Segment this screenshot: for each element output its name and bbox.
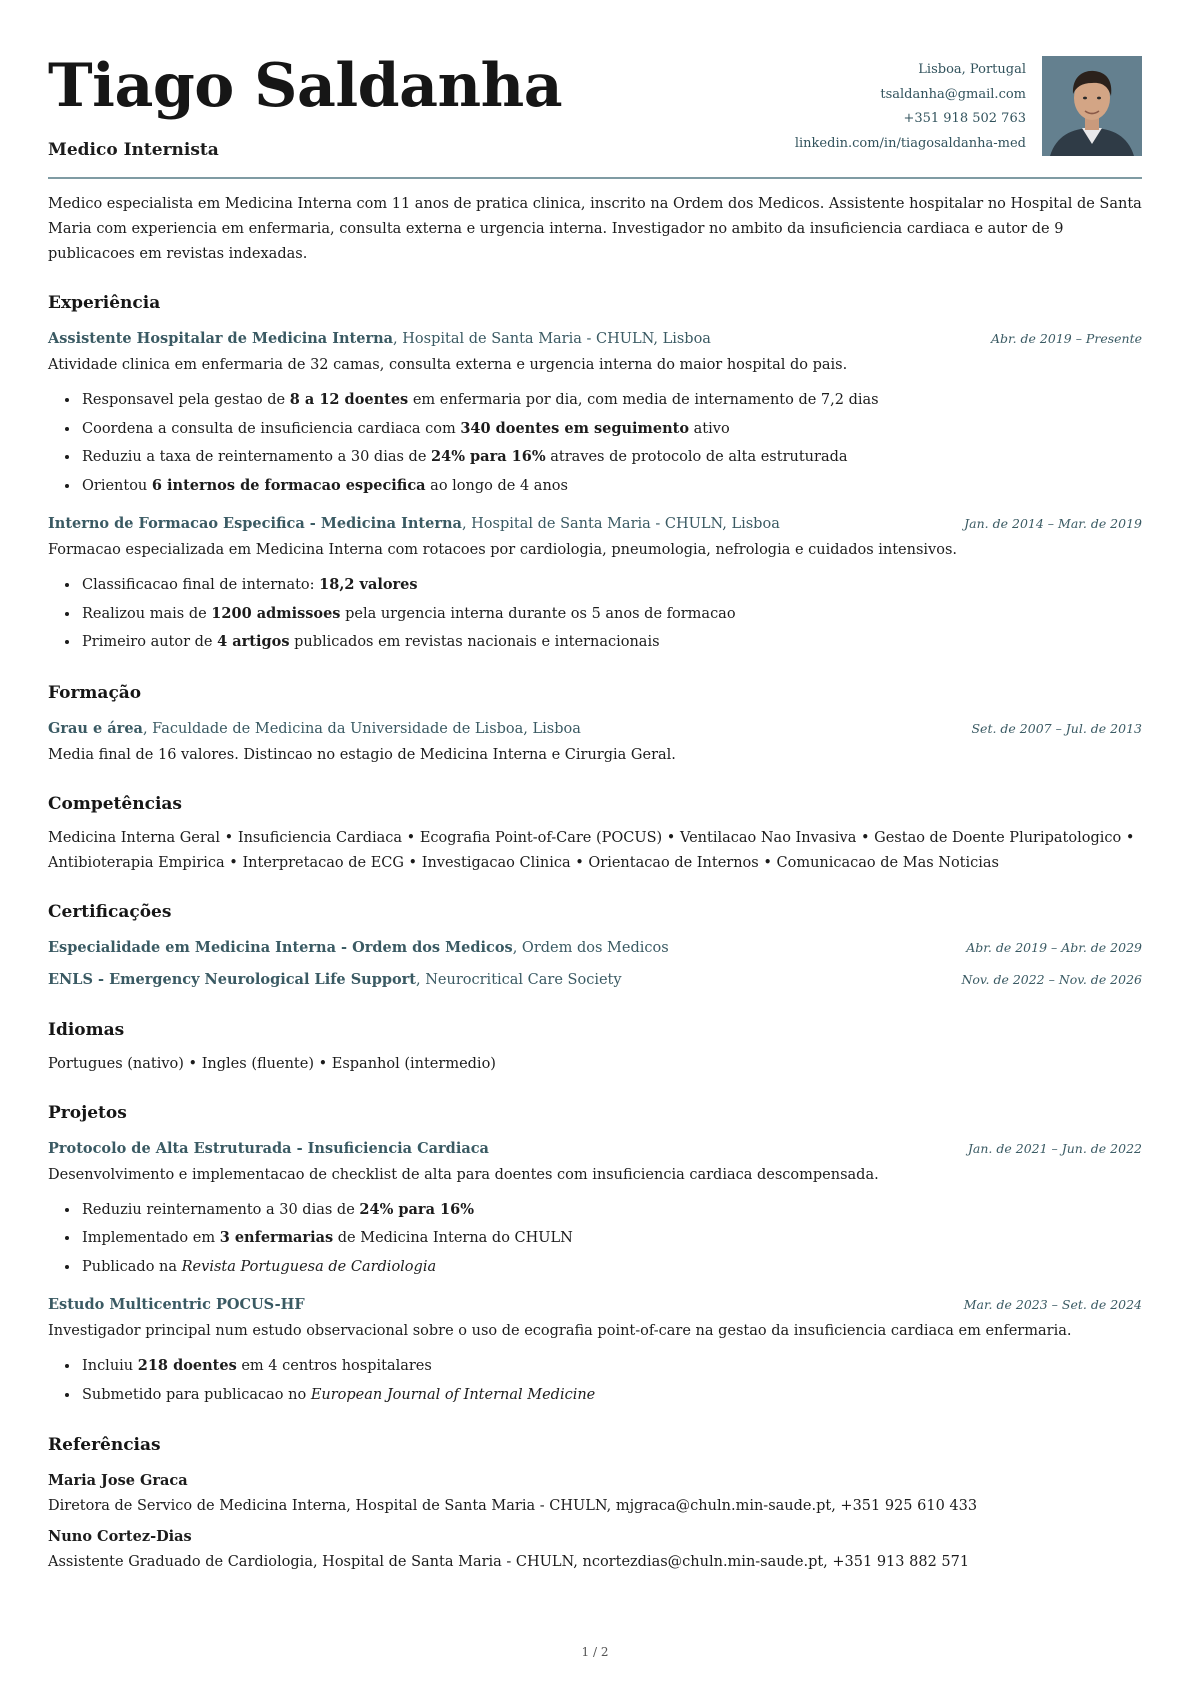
certifications-title: Certificações (48, 901, 172, 922)
certification-entry-title (48, 934, 669, 962)
bullet-item (80, 1253, 1142, 1282)
bullet-text: Realizou mais de (82, 605, 212, 622)
bullet-text: Reduziu a taxa de reinternamento a 30 dias de (82, 449, 432, 465)
bullet-text: publicados em revistas nacionais e internacionais (289, 634, 660, 650)
bullet-text: de Medicina Interna do CHULN (333, 1230, 573, 1246)
bullet-text: Orientou (82, 477, 152, 494)
bullet-text: Primeiro autor de (82, 634, 218, 650)
project-date: Mar. de 2023 – Set. de 2024 (963, 1297, 1142, 1312)
header-divider (48, 177, 1142, 179)
project-entry (48, 1135, 1142, 1282)
education-organization: , Faculdade de Medicina da Universidade de Lisboa, Lisboa (142, 720, 581, 737)
bullet-text: em 4 centros hospitalares (236, 1358, 432, 1374)
certification-entry-header (48, 966, 1142, 994)
references-section (48, 1435, 1142, 1575)
bullet-item (80, 415, 1142, 444)
reference-entry (48, 1467, 1142, 1519)
skills-title: Competências (48, 793, 182, 814)
experience-organization: , Hospital de Santa Maria - CHULN, Lisboa (461, 516, 780, 532)
education-entry (48, 715, 1142, 768)
bullet-text: 340 doentes em seguimento (460, 419, 690, 437)
bullet-text: Revista Portuguesa de Cardiologia (181, 1258, 437, 1275)
certifications-list (48, 934, 1142, 994)
project-entry-title (48, 1135, 489, 1163)
reference-entry (48, 1523, 1142, 1575)
bullet-text: 4 artigos (217, 633, 290, 650)
bullet-text: 1200 admissoes (211, 604, 341, 622)
bullet-text: Classificacao final de internato: (82, 577, 320, 593)
bullet-text: atraves de protocolo de alta estruturada (545, 449, 848, 465)
project-entry-title (48, 1291, 305, 1319)
experience-role: Interno de Formacao Especifica - Medicina Interna (48, 515, 462, 532)
profile-summary: Medico especialista em Medicina Interna com 11 anos de pratica clinica, inscrito na Ordem dos Medicos. Assistente hospitalar no Hospital de Santa Maria com experiencia em enfermaria, consulta externa e urgencia interna. Investigador no ambito da insuficiencia cardiaca e autor de 9 publicacoes em revistas indexadas. (48, 196, 1142, 262)
bullet-item (80, 1196, 1142, 1225)
education-date: Set. de 2007 – Jul. de 2013 (971, 720, 1142, 736)
bullet-text: ao longo de 4 anos (425, 477, 568, 494)
bullet-text: 18,2 valores (319, 576, 418, 593)
certification-entry (48, 934, 1142, 962)
experience-entry-title (48, 325, 711, 353)
certification-date: Nov. de 2022 – Nov. de 2026 (961, 971, 1142, 987)
project-entry-header (48, 1291, 1142, 1319)
experience-list (48, 325, 1142, 657)
page-number: 1 / 2 (581, 1645, 609, 1659)
candidate-name: Tiago Saldanha (48, 51, 563, 121)
experience-entry (48, 510, 1142, 657)
bullet-text: Submetido para publicacao no (82, 1386, 311, 1403)
bullet-text: Coordena a consulta de insuficiencia cardiaca com (82, 420, 461, 437)
experience-title: Experiência (48, 293, 161, 313)
bullet-text: Reduziu reinternamento a 30 dias de (82, 1201, 360, 1218)
reference-details: Diretora de Servico de Medicina Interna, Hospital de Santa Maria - CHULN, mjgraca@chuln.min-saude.pt, +351 925 610 433 (48, 1498, 978, 1514)
contact-phone[interactable]: +351 918 502 763 (903, 111, 1026, 126)
bullet-text: 218 doentes (137, 1357, 237, 1374)
languages-section (48, 1020, 1142, 1077)
bullet-text: Incluiu (82, 1358, 138, 1374)
bullet-text: em enfermaria por dia, com media de internamento de 7,2 dias (408, 392, 879, 408)
project-date: Jan. de 2021 – Jun. de 2022 (967, 1140, 1142, 1156)
bullet-text: Responsavel pela gestao de (82, 392, 290, 408)
bullet-text: 8 a 12 doentes (289, 391, 409, 408)
certification-entry (48, 966, 1142, 994)
project-entry-header (48, 1135, 1142, 1163)
bullet-text: ativo (689, 420, 730, 437)
bullet-item (80, 628, 1142, 657)
references-list (48, 1467, 1142, 1575)
skills-list: Medicina Interna Geral • Insuficiencia Cardiaca • Ecografia Point-of-Care (POCUS) • Ventilacao Nao Invasiva • Gestao de Doente Pluripatologico • Antibioterapia Empirica • Interpretacao de ECG • Investigacao Clinica • Orientacao de Internos • Comunicacao de Mas Noticias (48, 829, 1135, 871)
education-title: Formação (48, 682, 142, 703)
bullet-item (80, 600, 1142, 629)
projects-title: Projetos (48, 1102, 127, 1123)
project-entry (48, 1291, 1142, 1409)
contact-email[interactable]: tsaldanha@gmail.com (880, 86, 1026, 102)
certification-entry-title (48, 966, 622, 994)
education-entry-header (48, 715, 1142, 743)
education-list (48, 715, 1142, 768)
contact-block (795, 58, 1026, 156)
experience-date: Jan. de 2014 – Mar. de 2019 (964, 516, 1142, 531)
projects-list (48, 1135, 1142, 1410)
bullet-text: European Journal of Internal Medicine (310, 1386, 596, 1403)
certification-entry-header (48, 934, 1142, 962)
projects-section (48, 1103, 1142, 1410)
portrait-image (1042, 56, 1142, 156)
profile-photo (1042, 56, 1142, 156)
languages-list: Portugues (nativo) • Ingles (fluente) • Espanhol (intermedio) (48, 1055, 496, 1072)
experience-section (48, 293, 1142, 657)
experience-description: Formacao especializada em Medicina Interna com rotacoes por cardiologia, pneumologia, nefrologia e cuidados intensivos. (48, 542, 958, 558)
bullet-item (80, 1381, 1142, 1410)
certification-role: Especialidade em Medicina Interna - Ordem dos Medicos (48, 938, 513, 956)
bullet-item (80, 1352, 1142, 1381)
experience-entry-header (48, 325, 1142, 353)
languages-title: Idiomas (48, 1019, 125, 1040)
bullet-text: Implementado em (82, 1230, 220, 1246)
education-role: Grau e área (48, 719, 143, 737)
certification-organization: , Ordem dos Medicos (512, 939, 669, 956)
education-entry-title (48, 715, 581, 743)
experience-description: Atividade clinica em enfermaria de 32 camas, consulta externa e urgencia interna do maior hospital do pais. (48, 357, 848, 373)
bullet-item (80, 472, 1142, 501)
bullet-text: 6 internos de formacao especifica (151, 476, 426, 494)
certification-organization: , Neurocritical Care Society (416, 971, 622, 988)
reference-details: Assistente Graduado de Cardiologia, Hospital de Santa Maria - CHULN, ncortezdias@chuln.min-saude.pt, +351 913 882 571 (48, 1554, 970, 1570)
bullet-text: 24% para 16% (431, 448, 546, 465)
candidate-role: Medico Internista (48, 140, 219, 160)
reference-name: Maria Jose Graca (48, 1472, 188, 1489)
project-role: Protocolo de Alta Estruturada - Insuficiencia Cardiaca (48, 1139, 489, 1157)
project-description: Investigador principal num estudo observacional sobre o uso de ecografia point-of-care na gestao da insuficiencia cardiaca em enfermaria. (48, 1323, 1072, 1339)
certification-date: Abr. de 2019 – Abr. de 2029 (966, 939, 1142, 955)
experience-entry (48, 325, 1142, 500)
contact-location: Lisboa, Portugal (918, 62, 1026, 77)
bullet-item (80, 386, 1142, 415)
certification-role: ENLS - Emergency Neurological Life Support (48, 970, 417, 988)
project-role: Estudo Multicentric POCUS-HF (48, 1296, 305, 1313)
experience-organization: , Hospital de Santa Maria - CHULN, Lisboa (393, 331, 711, 347)
bullet-text: 24% para 16% (359, 1200, 474, 1218)
skills-section (48, 794, 1142, 876)
project-bullets (48, 1352, 1142, 1409)
resume-header (48, 0, 1142, 180)
contact-linkedin[interactable]: linkedin.com/in/tiagosaldanha-med (794, 135, 1026, 151)
bullet-item (80, 1224, 1142, 1253)
bullet-item (80, 443, 1142, 472)
bullet-item (80, 571, 1142, 600)
references-title: Referências (48, 1435, 161, 1455)
reference-name: Nuno Cortez-Dias (48, 1528, 192, 1545)
experience-role: Assistente Hospitalar de Medicina Interna (48, 330, 394, 347)
experience-bullets (48, 571, 1142, 657)
certifications-section (48, 902, 1142, 994)
education-description: Media final de 16 valores. Distincao no estagio de Medicina Interna e Cirurgia Geral. (48, 746, 676, 763)
project-bullets (48, 1196, 1142, 1282)
education-section (48, 683, 1142, 768)
experience-entry-title (48, 510, 780, 538)
bullet-text: pela urgencia interna durante os 5 anos de formacao (340, 605, 736, 622)
bullet-text: 3 enfermarias (219, 1229, 334, 1246)
bullet-text: Publicado na (82, 1258, 182, 1275)
experience-date: Abr. de 2019 – Presente (990, 331, 1142, 346)
experience-entry-header (48, 510, 1142, 538)
experience-bullets (48, 386, 1142, 500)
project-description: Desenvolvimento e implementacao de checklist de alta para doentes com insuficiencia cardiaca descompensada. (48, 1166, 879, 1183)
